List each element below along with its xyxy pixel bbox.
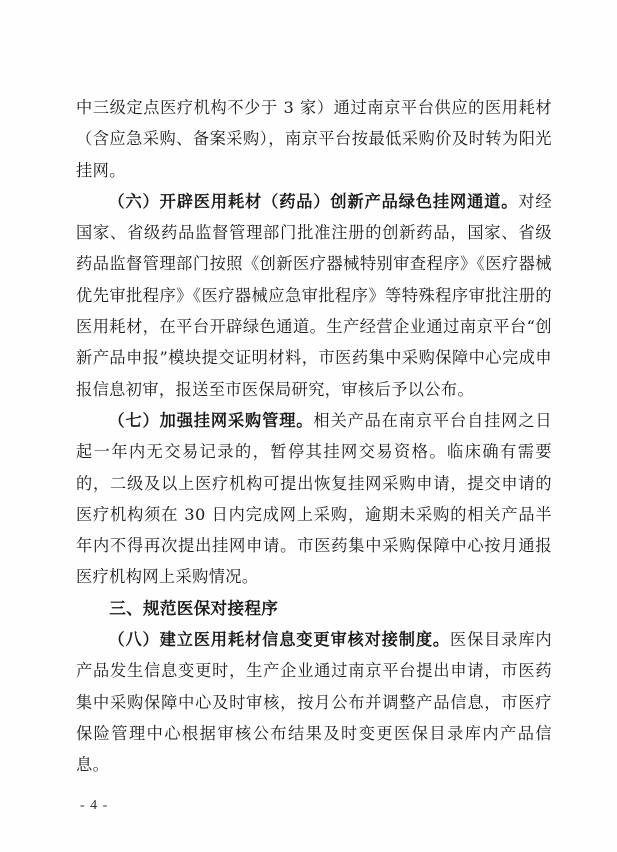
- section-7-lead: （七）加强挂网采购管理。: [108, 410, 314, 430]
- paragraph-section-7: [76, 405, 552, 593]
- paragraph-continued: 中三级定点医疗机构不少于 3 家）通过南京平台供应的医用耗材（含应急采购、备案采购），南京平台按最低采购价及时转为阳光挂网。: [76, 98, 552, 180]
- section-7-body: 相关产品在南京平台自挂网之日起一年内无交易记录的，暂停其挂网交易资格。临床确有需要的，二级及以上医疗机构可提出恢复挂网采购申请，提交申请的医疗机构须在 30 日内完成网上采购，逾期未采购的相关产品半年内不得再次提出挂网申请。市医药集中采购保障中心按月通报医疗机构网上采购情况。: [76, 410, 552, 587]
- paragraph-section-6: [76, 186, 552, 405]
- page-number: - 4 -: [80, 798, 109, 813]
- section-8-body: 医保目录库内产品发生信息变更时，生产企业通过南京平台提出申请，市医药集中采购保障中心及时审核，按月公布并调整产品信息，市医疗保险管理中心根据审核公布结果及时变更医保目录库内产品信息。: [76, 630, 553, 775]
- heading-section-3: 三、规范医保对接程序: [109, 598, 279, 618]
- document-body: [76, 92, 552, 781]
- section-6-lead: （六）开辟医用耗材（药品）创新产品绿色挂网通道。: [108, 191, 519, 211]
- paragraph-section-8: [76, 624, 552, 780]
- section-8-lead: （八）建立医用耗材信息变更审核对接制度。: [108, 630, 451, 650]
- section-6-body: 对经国家、省级药品监督管理部门批准注册的创新药品，国家、省级药品监督管理部门按照《创新医疗器械特别审查程序》《医疗器械优先审批程序》《医疗器械应急审批程序》等特殊程序审批注册的医用耗材，在平台开辟绿色通道。生产经营企业通过南京平台“创新产品申报”模块提交证明材料，市医药集中采购保障中心完成申报信息初审，报送至市医保局研究，审核后予以公布。: [76, 191, 552, 399]
